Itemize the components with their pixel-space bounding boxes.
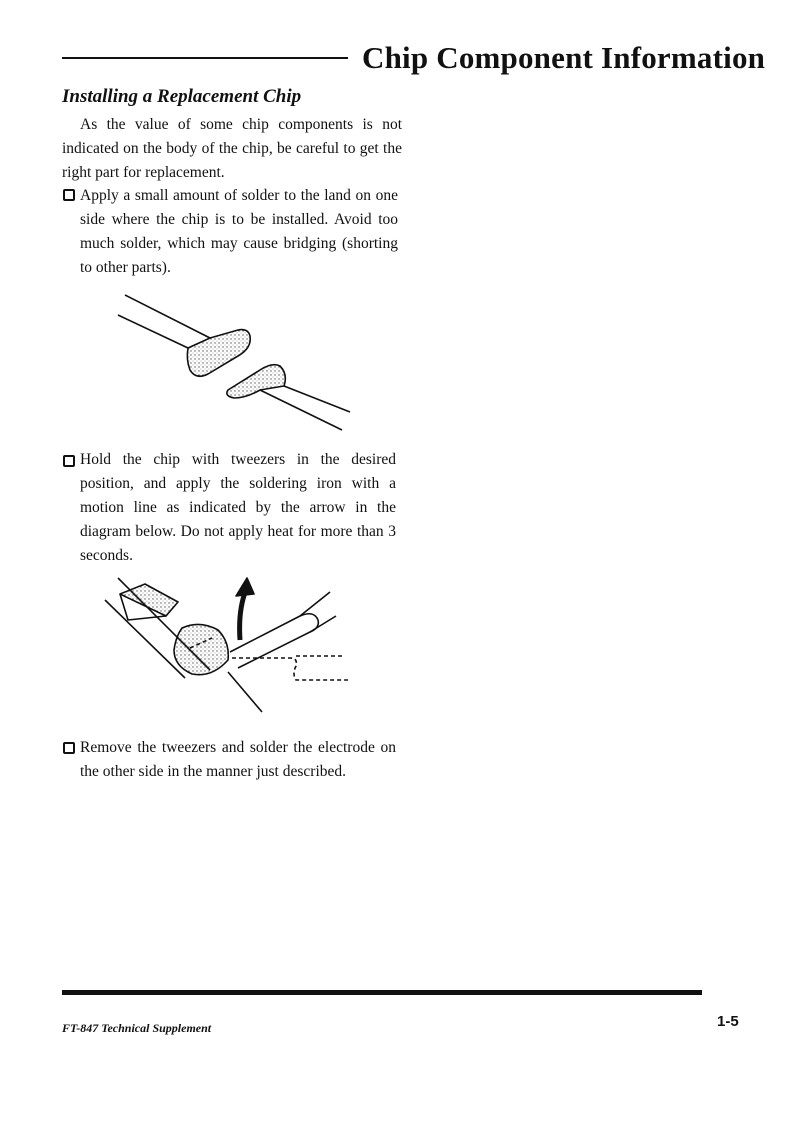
step-3-text: Remove the tweezers and solder the electrode on the other side in the manner just described. [80, 739, 396, 780]
checkbox-icon [63, 742, 75, 754]
page-number: 1-5 [717, 1013, 739, 1030]
intro-paragraph: As the value of some chip components is not indicated on the body of the chip, be careful to get the right part for replacement. [62, 116, 402, 181]
section-heading: Installing a Replacement Chip [62, 86, 302, 107]
soldering-diagram [100, 570, 360, 720]
step-2-text: Hold the chip with tweezers in the desired position, and apply the soldering iron with a motion line as indicated by the arrow in the diagram below. Do not apply heat for more than 3 seconds. [80, 451, 396, 564]
solder-land-diagram [110, 290, 360, 435]
footer-doc-title: FT-847 Technical Supplement [62, 1021, 212, 1035]
checkbox-icon [63, 189, 75, 201]
step-1-text: Apply a small amount of solder to the land on one side where the chip is to be installed. Avoid too much solder, which may cause bridging (shorting to other parts). [80, 187, 398, 276]
footer-rule [62, 990, 702, 995]
checkbox-icon [63, 455, 75, 467]
header-rule [62, 57, 348, 59]
page-title: Chip Component Information [362, 40, 766, 75]
